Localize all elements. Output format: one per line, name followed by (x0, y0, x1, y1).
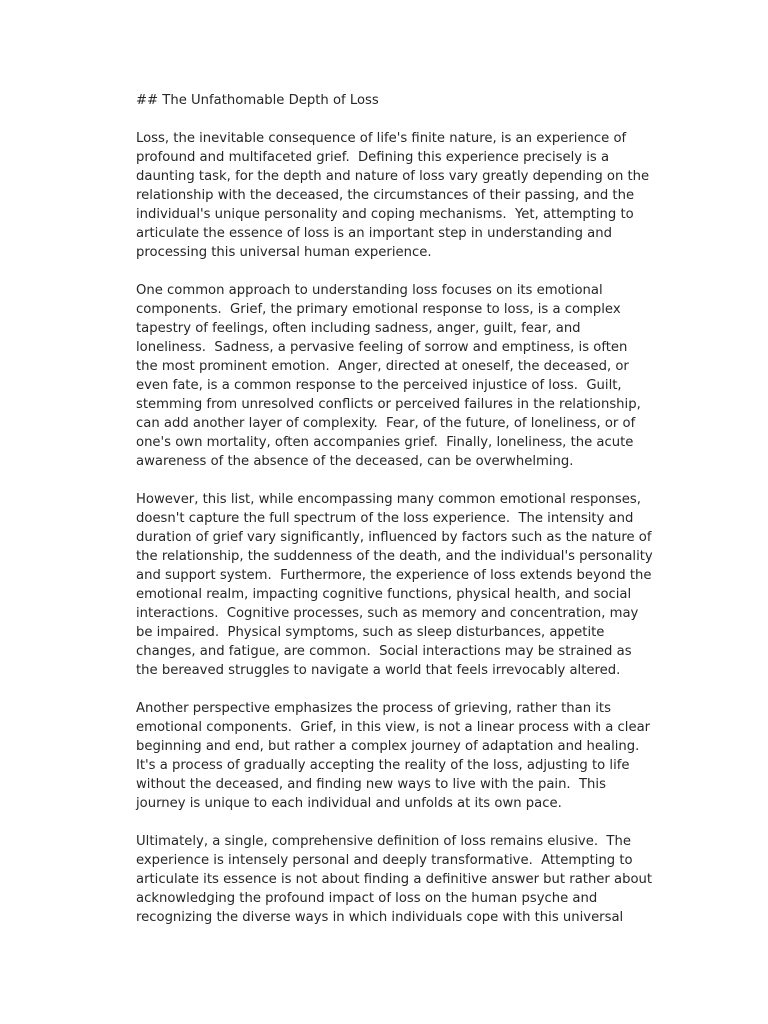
paragraph-line: profound and multifaceted grief. Defining this experience precisely is a (136, 150, 610, 165)
paragraph-line: even fate, is a common response to the perceived injustice of loss. Guilt, (136, 378, 622, 393)
paragraph-line: loneliness. Sadness, a pervasive feeling of sorrow and emptiness, is often (136, 340, 628, 355)
paragraph-4 (136, 699, 696, 813)
paragraph-line: doesn't capture the full spectrum of the loss experience. The intensity and (136, 511, 634, 526)
paragraph-line: the bereaved struggles to navigate a world that feels irrevocably altered. (136, 663, 621, 678)
paragraph-line: interactions. Cognitive processes, such as memory and concentration, may (136, 606, 639, 621)
paragraph-line: processing this universal human experience. (136, 245, 432, 260)
paragraph-line: components. Grief, the primary emotional response to loss, is a complex (136, 302, 621, 317)
paragraph-line: daunting task, for the depth and nature of loss vary greatly depending on the (136, 169, 650, 184)
paragraph-line: Another perspective emphasizes the process of grieving, rather than its (136, 701, 611, 716)
heading-text: ## The Unfathomable Depth of Loss (136, 93, 379, 108)
paragraph-line: one's own mortality, often accompanies grief. Finally, loneliness, the acute (136, 435, 634, 450)
paragraph-3 (136, 490, 696, 680)
paragraph-line: and support system. Furthermore, the experience of loss extends beyond the (136, 568, 652, 583)
paragraph-line: journey is unique to each individual and unfolds at its own pace. (136, 796, 562, 811)
document-body (136, 91, 696, 946)
paragraph-line: emotional components. Grief, in this view, is not a linear process with a clear (136, 720, 651, 735)
paragraph-line: tapestry of feelings, often including sadness, anger, guilt, fear, and (136, 321, 581, 336)
paragraph-line: Loss, the inevitable consequence of life's finite nature, is an experience of (136, 131, 627, 146)
paragraph-line: stemming from unresolved conflicts or perceived failures in the relationship, (136, 397, 641, 412)
paragraph-line: One common approach to understanding loss focuses on its emotional (136, 283, 603, 298)
paragraph-line: can add another layer of complexity. Fear, of the future, of loneliness, or of (136, 416, 636, 431)
paragraph-line: However, this list, while encompassing many common emotional responses, (136, 492, 641, 507)
paragraph-line: the relationship, the suddenness of the death, and the individual's personality (136, 549, 653, 564)
paragraph-line: beginning and end, but rather a complex journey of adaptation and healing. (136, 739, 640, 754)
paragraph-line: It's a process of gradually accepting the reality of the loss, adjusting to life (136, 758, 630, 773)
paragraph-line: emotional realm, impacting cognitive functions, physical health, and social (136, 587, 632, 602)
paragraph-line: relationship with the deceased, the circumstances of their passing, and the (136, 188, 635, 203)
paragraph-line: acknowledging the profound impact of loss on the human psyche and (136, 891, 598, 906)
paragraph-line: individual's unique personality and coping mechanisms. Yet, attempting to (136, 207, 634, 222)
paragraph-1 (136, 129, 696, 262)
paragraph-5 (136, 832, 696, 927)
paragraph-line: Ultimately, a single, comprehensive definition of loss remains elusive. The (136, 834, 631, 849)
paragraph-line: without the deceased, and finding new ways to live with the pain. This (136, 777, 606, 792)
paragraph-2 (136, 281, 696, 471)
paragraph-line: articulate its essence is not about finding a definitive answer but rather about (136, 872, 653, 887)
document-heading (136, 91, 696, 110)
paragraph-line: awareness of the absence of the deceased, can be overwhelming. (136, 454, 574, 469)
paragraph-line: the most prominent emotion. Anger, directed at oneself, the deceased, or (136, 359, 629, 374)
paragraph-line: recognizing the diverse ways in which individuals cope with this universal (136, 910, 624, 925)
paragraph-line: be impaired. Physical symptoms, such as sleep disturbances, appetite (136, 625, 605, 640)
paragraph-line: changes, and fatigue, are common. Social interactions may be strained as (136, 644, 632, 659)
paragraph-line: experience is intensely personal and deeply transformative. Attempting to (136, 853, 633, 868)
paragraph-line: articulate the essence of loss is an important step in understanding and (136, 226, 612, 241)
paragraph-line: duration of grief vary significantly, influenced by factors such as the nature of (136, 530, 652, 545)
